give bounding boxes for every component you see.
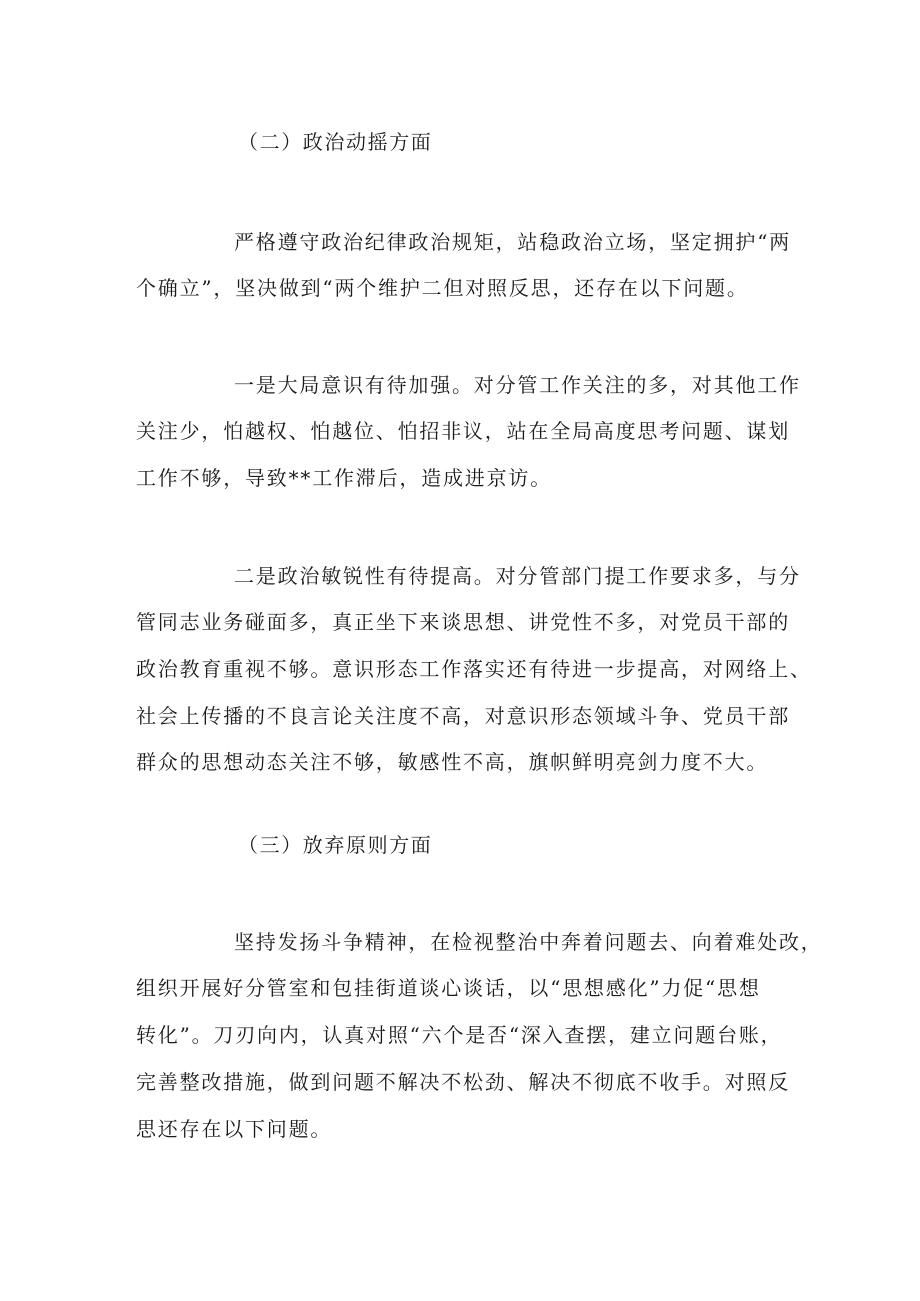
paragraph-line: 组织开展好分管室和包挂街道谈心谈话，以“思想感化”力促“思想 xyxy=(136,976,761,1000)
paragraph-line: 完善整改措施，做到问题不解决不松劲、解决不彻底不收手。对照反 xyxy=(136,1070,790,1094)
paragraph-line: 思还存在以下问题。 xyxy=(136,1117,333,1141)
paragraph-line: 二是政治敏锐性有待提高。对分管部门提工作要求多，与分 xyxy=(234,564,801,588)
paragraph-line: 社会上传播的不良言论关注度不高，对意识形态领域斗争、党员干部 xyxy=(136,704,790,728)
paragraph-line: 管同志业务碰面多，真正坐下来谈思想、讲党性不多，对党员干部的 xyxy=(136,610,790,634)
paragraph-line: 工作不够，导致**工作滞后，造成进京访。 xyxy=(136,466,552,490)
paragraph-line: 个确立”，坚决做到“两个维护二但对照反思，还存在以下问题。 xyxy=(136,276,749,300)
paragraph-line: 坚持发扬斗争精神，在检视整治中奔着问题去、向着难处改， xyxy=(234,930,823,954)
paragraph-line: 严格遵守政治纪律政治规矩，站稳政治立场，坚定拥护“两 xyxy=(234,230,792,254)
paragraph-line: 关注少，怕越权、怕越位、怕招非议，站在全局高度思考问题、谋划 xyxy=(136,419,790,443)
paragraph-line: 一是大局意识有待加强。对分管工作关注的多，对其他工作 xyxy=(234,373,801,397)
paragraph-line: 政治教育重视不够。意识形态工作落实还有待进一步提高，对网络上、 xyxy=(136,657,812,681)
section-heading-political-wavering: （二）政治动摇方面 xyxy=(238,130,433,154)
paragraph-line: 转化”。刀刃向内，认真对照“六个是否“深入查摆，建立问题台账， xyxy=(136,1023,783,1047)
paragraph-line: 群众的思想动态关注不够，敏感性不高，旗帜鲜明亮剑力度不大。 xyxy=(136,750,769,774)
section-heading-abandon-principles: （三）放弃原则方面 xyxy=(238,833,433,857)
